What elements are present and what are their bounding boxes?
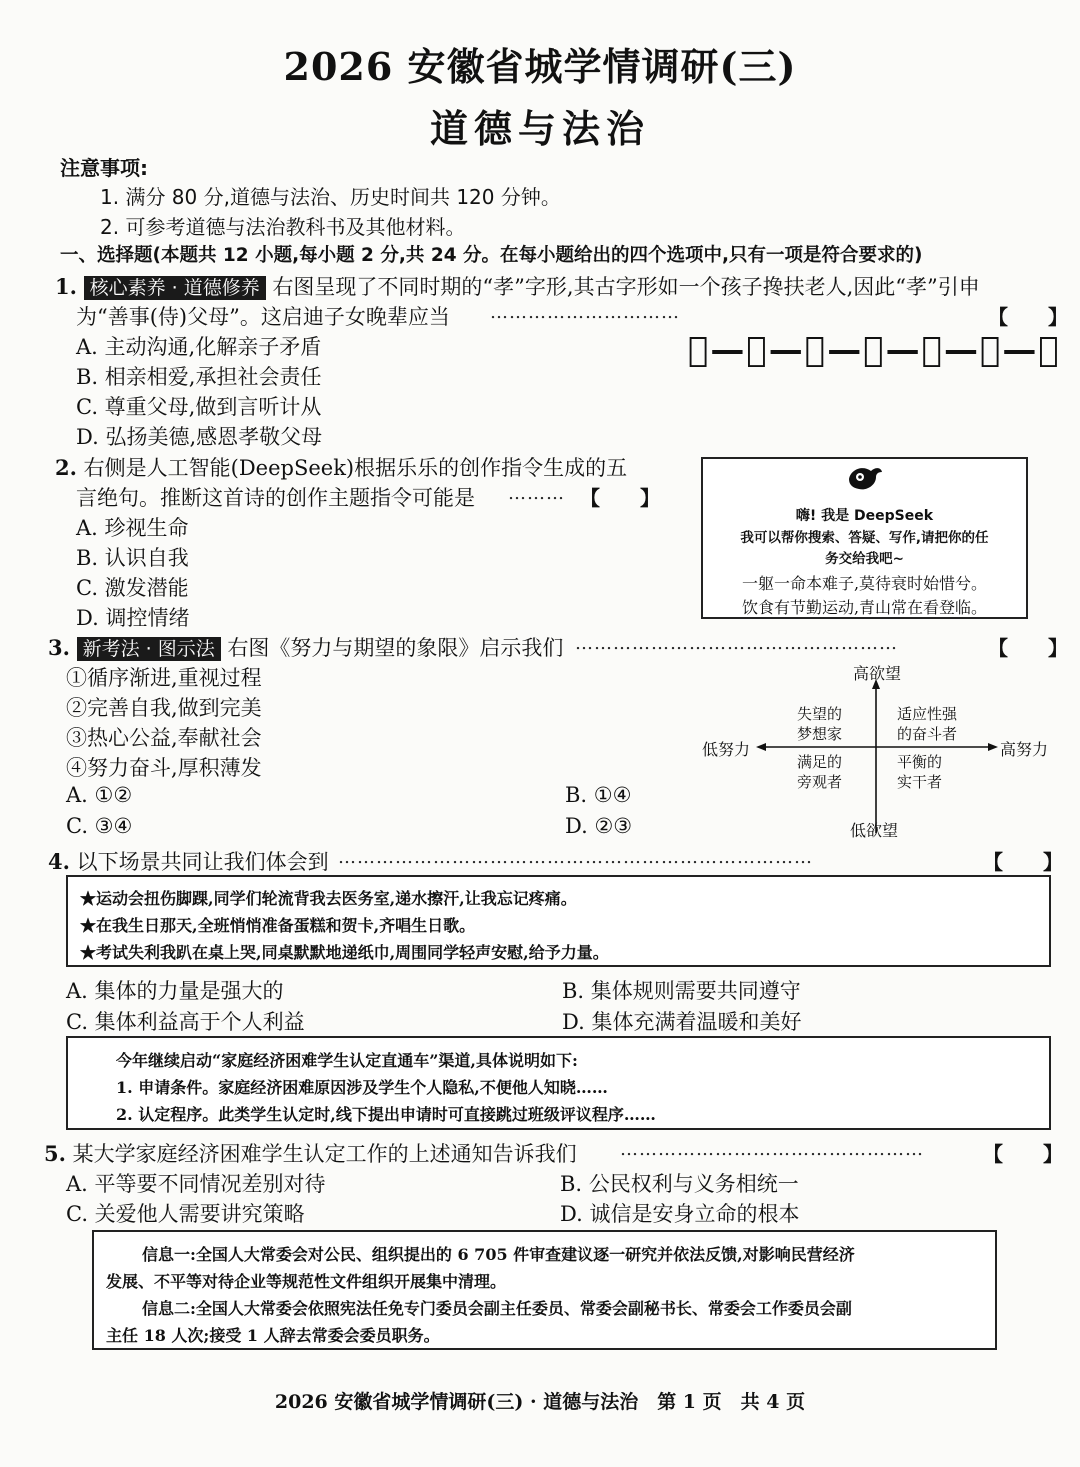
question-4-stem <box>48 846 329 876</box>
question-text: 右图《努力与期望的象限》启示我们 <box>227 636 564 660</box>
leader-dots: ………………………… <box>490 302 680 323</box>
question-1-stem-line1 <box>55 271 980 301</box>
notice-line-2: 1. 申请条件。家庭经济困难原因涉及学生个人隐私,不便他人知晓…… <box>116 1078 608 1097</box>
scene-2: ★在我生日那天,全班悄悄准备蛋糕和贺卡,齐唱生日歌。 <box>80 916 476 935</box>
question-number: 5. <box>44 1141 66 1166</box>
scene-3: ★考试失利我趴在桌上哭,同桌默默地递纸巾,周围同学轻声安慰,给予力量。 <box>80 943 609 962</box>
option-b[interactable]: B. 相亲相爱,承担社会责任 <box>76 365 322 389</box>
deepseek-intro-line1: 我可以帮你搜索、答疑、写作,请把你的任 <box>740 530 989 546</box>
answer-bracket[interactable]: 【 】 <box>983 1142 1063 1166</box>
poem-line-1: 一躯一命本难子,莫待衰时始惜兮。 <box>741 574 988 593</box>
question-text: 右图呈现了不同时期的“孝”字形,其古字形如一个孩子搀扶老人,因此“孝”引申 <box>272 275 980 299</box>
info-line-2: 发展、不平等对待企业等规范性文件组织开展集中清理。 <box>106 1272 507 1291</box>
quadrant-bottom-left-line2: 旁观者 <box>797 773 843 791</box>
page-footer: 2026 安徽省城学情调研(三) · 道德与法治 第 1 页 共 4 页 <box>274 1391 806 1413</box>
question-1-stem-line2: 为“善事(侍)父母”。这启迪子女晚辈应当 <box>76 305 450 329</box>
notice-item-1: 1. 满分 80 分,道德与法治、历史时间共 120 分钟。 <box>100 185 561 209</box>
deepseek-panel <box>701 457 1028 619</box>
info-box <box>92 1230 997 1350</box>
option-a[interactable]: A. 珍视生命 <box>76 516 189 540</box>
leader-dots: ………………………………………………………………… <box>338 847 813 868</box>
quadrant-bottom-right-line1: 平衡的 <box>897 753 943 771</box>
notice-box <box>66 1036 1051 1130</box>
question-number: 2. <box>55 455 77 480</box>
option-c[interactable]: C. 尊重父母,做到言听计从 <box>76 395 322 419</box>
question-2-stem-line1 <box>55 452 627 482</box>
option-c[interactable]: C. ③④ <box>66 814 133 838</box>
exam-title: 2026 安徽省城学情调研(三) <box>283 44 797 89</box>
info-line-1: 信息一:全国人大常委会对公民、组织提出的 6 705 件审查建议逐一研究并依法反馈,对影响民营经济 <box>142 1245 855 1264</box>
option-d[interactable]: D. 调控情绪 <box>76 606 190 630</box>
option-c[interactable]: C. 激发潜能 <box>76 576 189 600</box>
question-5-stem <box>44 1138 577 1168</box>
option-b[interactable]: B. ①④ <box>565 783 632 807</box>
option-c[interactable]: C. 集体利益高于个人利益 <box>66 1010 305 1034</box>
section-heading: 一、选择题(本题共 12 小题,每小题 2 分,共 24 分。在每小题给出的四个选项中,只有一项是符合要求的) <box>60 245 923 266</box>
question-text: 以下场景共同让我们体会到 <box>76 850 329 874</box>
question-3-stem <box>48 632 563 662</box>
option-b[interactable]: B. 公民权利与义务相统一 <box>560 1172 799 1196</box>
option-d[interactable]: D. ②③ <box>565 814 633 838</box>
scenes-box <box>66 875 1051 967</box>
statement-3: ③热心公益,奉献社会 <box>66 726 262 750</box>
deepseek-greeting: 嗨! 我是 DeepSeek <box>795 508 934 524</box>
info-line-3: 信息二:全国人大常委会依照宪法任免专门委员会副主任委员、常委会副秘书长、常委会工作委员会副 <box>142 1299 852 1318</box>
subject-title: 道德与法治 <box>429 106 650 151</box>
notice-item-2: 2. 可参考道德与法治教科书及其他材料。 <box>100 215 466 239</box>
deepseek-intro-line2: 务交给我吧~ <box>825 551 904 567</box>
option-d[interactable]: D. 弘扬美德,感恩孝敬父母 <box>76 425 323 449</box>
question-text: 某大学家庭经济困难学生认定工作的上述通知告诉我们 <box>72 1142 577 1166</box>
option-a[interactable]: A. 主动沟通,化解亲子矛盾 <box>76 335 322 359</box>
quadrant-bottom-right-line2: 实干者 <box>897 773 943 791</box>
info-line-4: 主任 18 人次;接受 1 人辞去常委会委员职务。 <box>106 1326 440 1345</box>
question-number: 4. <box>48 849 70 874</box>
question-text: 右侧是人工智能(DeepSeek)根据乐乐的创作指令生成的五 <box>83 456 628 480</box>
statement-4: ④努力奋斗,厚积薄发 <box>66 756 262 780</box>
quadrant-top-right-line1: 适应性强 <box>897 705 958 723</box>
deepseek-whale-icon <box>845 463 885 493</box>
notice-line-1: 今年继续启动“家庭经济困难学生认定直通车”渠道,具体说明如下: <box>116 1051 578 1070</box>
option-d[interactable]: D. 集体充满着温暖和美好 <box>562 1010 802 1034</box>
answer-bracket[interactable]: 【 】 <box>988 305 1068 329</box>
question-number: 3. <box>48 635 70 660</box>
option-b[interactable]: B. 集体规则需要共同遵守 <box>562 979 801 1003</box>
statement-2: ②完善自我,做到完美 <box>66 696 262 720</box>
leader-dots: ………………………………………… <box>620 1139 924 1160</box>
xiao-character-evolution: 𡴀—耂—孝—孝—孝—孝—孝 <box>688 330 1061 370</box>
option-b[interactable]: B. 认识自我 <box>76 546 189 570</box>
quadrant-top-left-line1: 失望的 <box>797 705 843 723</box>
answer-bracket[interactable]: 【 】 <box>988 636 1068 660</box>
quadrant-top-left-line2: 梦想家 <box>797 725 843 743</box>
option-a[interactable]: A. ①② <box>66 783 133 807</box>
scene-1: ★运动会扭伤脚踝,同学们轮流背我去医务室,递水擦汗,让我忘记疼痛。 <box>80 889 577 908</box>
leader-dots: ……… <box>508 483 565 504</box>
option-a[interactable]: A. 集体的力量是强大的 <box>66 979 284 1003</box>
axis-left-label: 低努力 <box>702 740 751 759</box>
question-number: 1. <box>55 274 77 299</box>
poem-line-2: 饮食有节勤运动,青山常在看登临。 <box>741 598 988 617</box>
option-a[interactable]: A. 平等要不同情况差别对待 <box>66 1172 326 1196</box>
answer-bracket[interactable]: 【 】 <box>983 850 1063 874</box>
question-2-stem-line2: 言绝句。推断这首诗的创作主题指令可能是 <box>76 486 475 510</box>
axis-right-label: 高努力 <box>1000 740 1049 759</box>
option-c[interactable]: C. 关爱他人需要讲究策略 <box>66 1202 305 1226</box>
notice-heading: 注意事项: <box>60 156 148 180</box>
statement-1: ①循序渐进,重视过程 <box>66 666 262 690</box>
question-tag: 核心素养 · 道德修养 <box>84 276 266 300</box>
option-d[interactable]: D. 诚信是安身立命的根本 <box>560 1202 800 1226</box>
leader-dots: …………………………………………… <box>575 633 898 654</box>
notice-line-3: 2. 认定程序。此类学生认定时,线下提出申请时可直接跳过班级评议程序…… <box>116 1105 656 1124</box>
question-tag: 新考法 · 图示法 <box>77 637 221 661</box>
quadrant-top-right-line2: 的奋斗者 <box>897 725 958 743</box>
quadrant-bottom-left-line1: 满足的 <box>797 753 843 771</box>
axis-bottom-label: 低欲望 <box>850 821 899 840</box>
answer-bracket[interactable]: 【 】 <box>580 486 660 510</box>
axis-top-label: 高欲望 <box>853 664 902 683</box>
